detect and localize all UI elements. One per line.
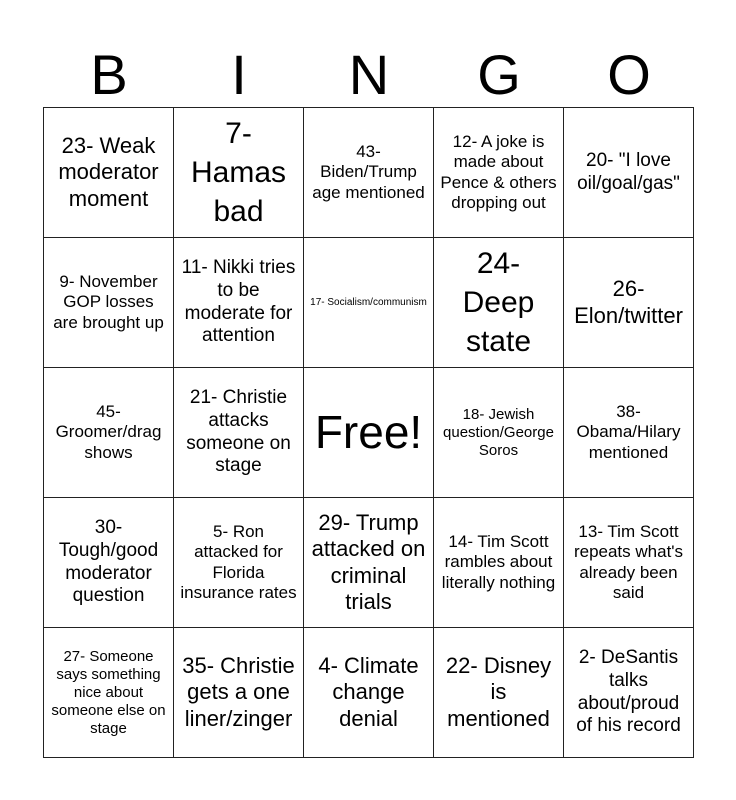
- bingo-cell[interactable]: 2- DeSantis talks about/proud of his record: [564, 628, 694, 758]
- bingo-cell[interactable]: 17- Socialism/communism: [304, 238, 434, 368]
- bingo-cell[interactable]: 18- Jewish question/George Soros: [434, 368, 564, 498]
- bingo-cell[interactable]: 21- Christie attacks someone on stage: [174, 368, 304, 498]
- bingo-board: [43, 107, 694, 758]
- bingo-cell[interactable]: 5- Ron attacked for Florida insurance rates: [174, 498, 304, 628]
- bingo-cell[interactable]: 29- Trump attacked on criminal trials: [304, 498, 434, 628]
- bingo-cell[interactable]: 27- Someone says something nice about someone else on stage: [44, 628, 174, 758]
- board-row: [44, 368, 694, 498]
- bingo-cell[interactable]: 43- Biden/Trump age mentioned: [304, 108, 434, 238]
- board-row: [44, 238, 694, 368]
- board-row: [44, 498, 694, 628]
- free-space-cell[interactable]: Free!: [304, 368, 434, 498]
- bingo-cell[interactable]: 24- Deep state: [434, 238, 564, 368]
- header-letter-b: B: [90, 43, 128, 106]
- bingo-cell[interactable]: 20- "I love oil/goal/gas": [564, 108, 694, 238]
- bingo-cell[interactable]: 38- Obama/Hilary mentioned: [564, 368, 694, 498]
- header-letter-i: I: [231, 43, 247, 106]
- bingo-cell[interactable]: 7- Hamas bad: [174, 108, 304, 238]
- bingo-cell[interactable]: 12- A joke is made about Pence & others dropping out: [434, 108, 564, 238]
- bingo-cell[interactable]: 13- Tim Scott repeats what's already been said: [564, 498, 694, 628]
- bingo-cell[interactable]: 14- Tim Scott rambles about literally nothing: [434, 498, 564, 628]
- board-row: [44, 108, 694, 238]
- bingo-cell[interactable]: 26- Elon/twitter: [564, 238, 694, 368]
- bingo-cell[interactable]: 4- Climate change denial: [304, 628, 434, 758]
- bingo-cell[interactable]: 23- Weak moderator moment: [44, 108, 174, 238]
- bingo-cell[interactable]: 9- November GOP losses are brought up: [44, 238, 174, 368]
- bingo-cell[interactable]: 11- Nikki tries to be moderate for attention: [174, 238, 304, 368]
- bingo-cell[interactable]: 30- Tough/good moderator question: [44, 498, 174, 628]
- header-letter-o: O: [607, 43, 651, 106]
- bingo-cell[interactable]: 45- Groomer/drag shows: [44, 368, 174, 498]
- bingo-cell[interactable]: 22- Disney is mentioned: [434, 628, 564, 758]
- header-letter-g: G: [477, 43, 521, 106]
- header-letter-n: N: [348, 43, 390, 106]
- bingo-cell[interactable]: 35- Christie gets a one liner/zinger: [174, 628, 304, 758]
- bingo-header: [44, 42, 694, 108]
- board-row: [44, 628, 694, 758]
